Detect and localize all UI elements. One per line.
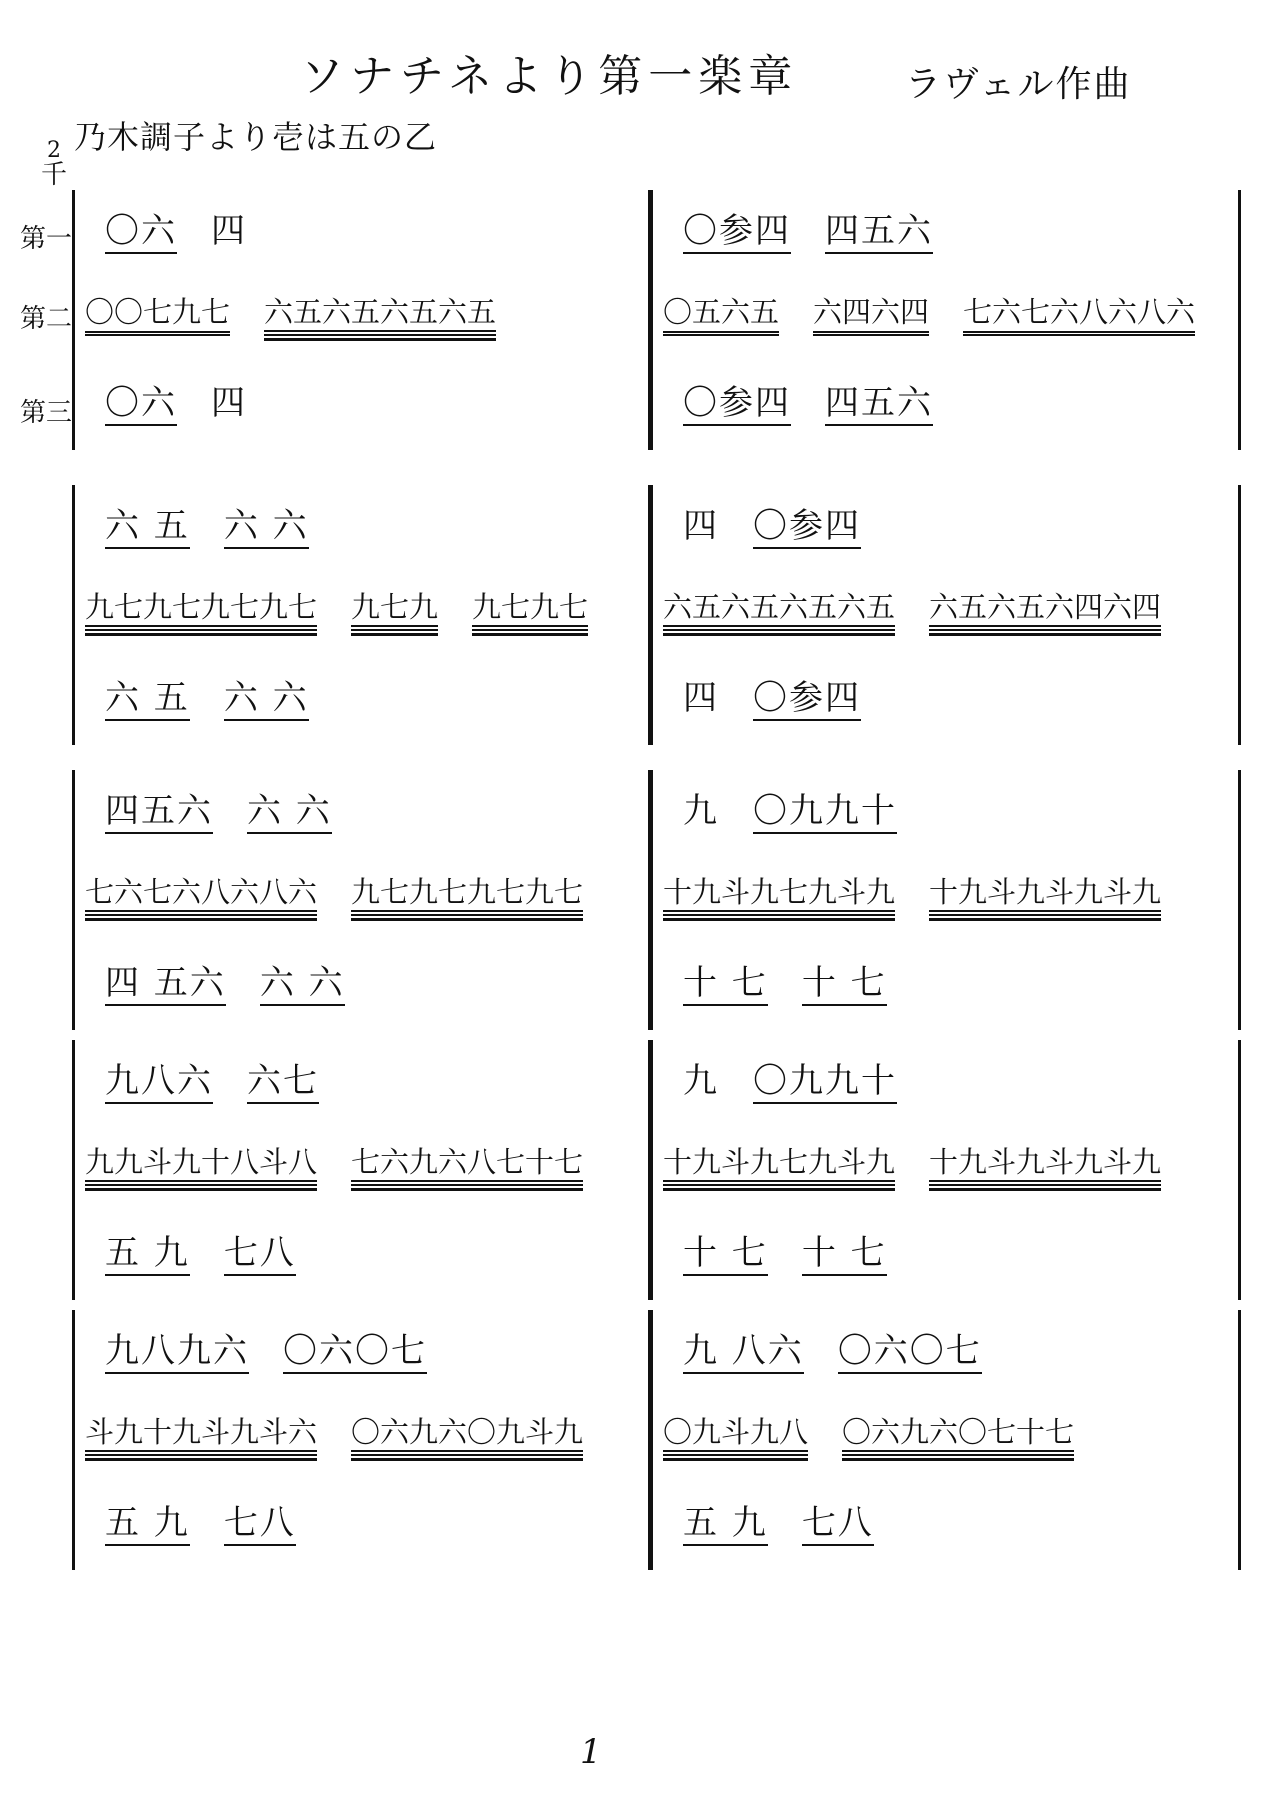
time-signature-top: 2	[47, 138, 61, 163]
beat: 七八	[224, 1506, 296, 1546]
beat: 七八	[802, 1506, 874, 1546]
voice-lower	[683, 383, 967, 426]
voice-middle	[663, 295, 1229, 336]
measure	[650, 1040, 1241, 1300]
beat: 四	[683, 506, 719, 546]
composer-credit: ラヴェル作曲	[905, 64, 1132, 105]
measure	[650, 1310, 1241, 1570]
time-signature-bottom: 千	[40, 160, 67, 190]
voice-lower	[105, 963, 379, 1006]
voice-middle	[85, 295, 530, 341]
beat: 十 七	[802, 1236, 887, 1276]
beat	[929, 1145, 1162, 1191]
beat: 〇六〇七	[283, 1334, 427, 1374]
voice-middle	[663, 590, 1195, 636]
beat-notes: 〇六九六〇七十七	[842, 1418, 1074, 1456]
beat: 六 五	[105, 509, 190, 549]
beat	[663, 875, 896, 921]
voice-upper	[683, 506, 895, 549]
beat: 六 六	[224, 509, 309, 549]
part-label-second: 第二	[20, 304, 73, 334]
beat-notes: 七六九六八七十七	[351, 1148, 583, 1186]
beat: 〇〇七九七	[85, 298, 230, 336]
beat: 〇五六五	[663, 298, 779, 336]
beat-notes: 九七九	[351, 593, 438, 631]
beat	[351, 875, 584, 921]
beat: 〇六	[105, 386, 177, 426]
beat: 〇参四	[753, 509, 861, 549]
voice-upper	[683, 1331, 1016, 1374]
beat-notes: 九七九七	[472, 593, 588, 631]
beat-notes: 十九斗九斗九斗九	[929, 1148, 1161, 1186]
beat: 九八六	[105, 1064, 213, 1104]
measure	[650, 485, 1241, 745]
beat: 四五六	[825, 386, 933, 426]
beat	[663, 1145, 896, 1191]
voice-middle	[85, 1415, 617, 1461]
beat: 五 九	[683, 1506, 768, 1546]
voice-middle	[85, 590, 622, 636]
beat: 六 六	[247, 794, 332, 834]
beat-notes: 六五六五六五六五	[264, 298, 496, 336]
beat: 四	[683, 678, 719, 718]
measure	[72, 1310, 651, 1570]
measure	[650, 770, 1241, 1030]
voice-lower	[683, 678, 895, 721]
beat: 〇六	[105, 214, 177, 254]
beat	[842, 1415, 1075, 1461]
measure	[72, 770, 651, 1030]
beat	[472, 590, 589, 636]
beat: 十 七	[683, 966, 768, 1006]
beat	[85, 590, 318, 636]
beat-notes: 〇六九六〇九斗九	[351, 1418, 583, 1456]
beat: 〇参四	[753, 681, 861, 721]
measure	[72, 1040, 651, 1300]
voice-middle	[663, 1145, 1195, 1191]
beat-notes: 七六七六八六八六	[85, 878, 317, 916]
page-title: ソナチネより第一楽章	[300, 51, 799, 102]
beat	[85, 1415, 318, 1461]
beat: 〇六〇七	[838, 1334, 982, 1374]
voice-lower	[105, 383, 281, 426]
beat: 五 九	[105, 1506, 190, 1546]
beat: 四五六	[105, 794, 213, 834]
tuning-subtitle: 乃木調子より壱は五の乙	[74, 118, 438, 156]
voice-middle	[663, 875, 1195, 921]
beat-notes: 六五六五六五六五	[663, 593, 895, 631]
voice-upper	[105, 1331, 461, 1374]
beat	[85, 875, 318, 921]
beat: 四 五六	[105, 966, 226, 1006]
beat	[929, 875, 1162, 921]
voice-upper	[683, 211, 967, 254]
beat: 九	[683, 1061, 719, 1101]
beat-notes: 十九斗九斗九斗九	[929, 878, 1161, 916]
beat-notes: 十九斗九七九斗九	[663, 878, 895, 916]
voice-lower	[105, 1503, 330, 1546]
voice-lower	[105, 678, 343, 721]
beat: 四	[211, 211, 247, 251]
voice-upper	[683, 791, 931, 834]
beat	[351, 1415, 584, 1461]
measure	[72, 190, 651, 450]
beat: 〇参四	[683, 386, 791, 426]
beat: 六 五	[105, 681, 190, 721]
beat-notes: 斗九十九斗九斗六	[85, 1418, 317, 1456]
beat: 十 七	[683, 1236, 768, 1276]
beat: 六七	[247, 1064, 319, 1104]
voice-lower	[105, 1233, 330, 1276]
voice-lower	[683, 1503, 908, 1546]
beat	[85, 1145, 318, 1191]
beat: 四	[211, 383, 247, 423]
beat	[929, 590, 1162, 636]
beat: 九八九六	[105, 1334, 249, 1374]
beat-notes: 九九斗九十八斗八	[85, 1148, 317, 1186]
beat: 十 七	[802, 966, 887, 1006]
beat	[264, 295, 497, 341]
beat-notes: 六五六五六四六四	[929, 593, 1161, 631]
beat	[663, 590, 896, 636]
measure	[72, 485, 651, 745]
beat-notes: 九七九七九七九七	[351, 878, 583, 916]
beat: 四五六	[825, 214, 933, 254]
beat: 〇九九十	[753, 794, 897, 834]
measure	[650, 190, 1241, 450]
beat: 〇九九十	[753, 1064, 897, 1104]
part-label-third: 第三	[20, 398, 73, 428]
beat-notes: 九七九七九七九七	[85, 593, 317, 631]
beat: 七八	[224, 1236, 296, 1276]
time-signature	[36, 140, 72, 188]
beat: 〇参四	[683, 214, 791, 254]
beat	[351, 590, 439, 636]
beat: 六四六四	[813, 298, 929, 336]
voice-upper	[105, 506, 343, 549]
beat	[351, 1145, 584, 1191]
voice-upper	[105, 211, 281, 254]
voice-middle	[85, 875, 617, 921]
part-label-first: 第一	[20, 224, 73, 254]
beat: 九 八六	[683, 1334, 804, 1374]
beat: 七六七六八六八六	[963, 298, 1195, 336]
beat: 六 六	[260, 966, 345, 1006]
voice-upper	[683, 1061, 931, 1104]
voice-upper	[105, 791, 366, 834]
beat: 六 六	[224, 681, 309, 721]
page-number: 1	[580, 1732, 602, 1772]
beat: 五 九	[105, 1236, 190, 1276]
voice-lower	[683, 963, 921, 1006]
beat-notes: 〇九斗九八	[663, 1418, 808, 1456]
voice-middle	[663, 1415, 1108, 1461]
voice-upper	[105, 1061, 353, 1104]
beat	[663, 1415, 809, 1461]
voice-middle	[85, 1145, 617, 1191]
voice-lower	[683, 1233, 921, 1276]
beat: 九	[683, 791, 719, 831]
beat-notes: 十九斗九七九斗九	[663, 1148, 895, 1186]
